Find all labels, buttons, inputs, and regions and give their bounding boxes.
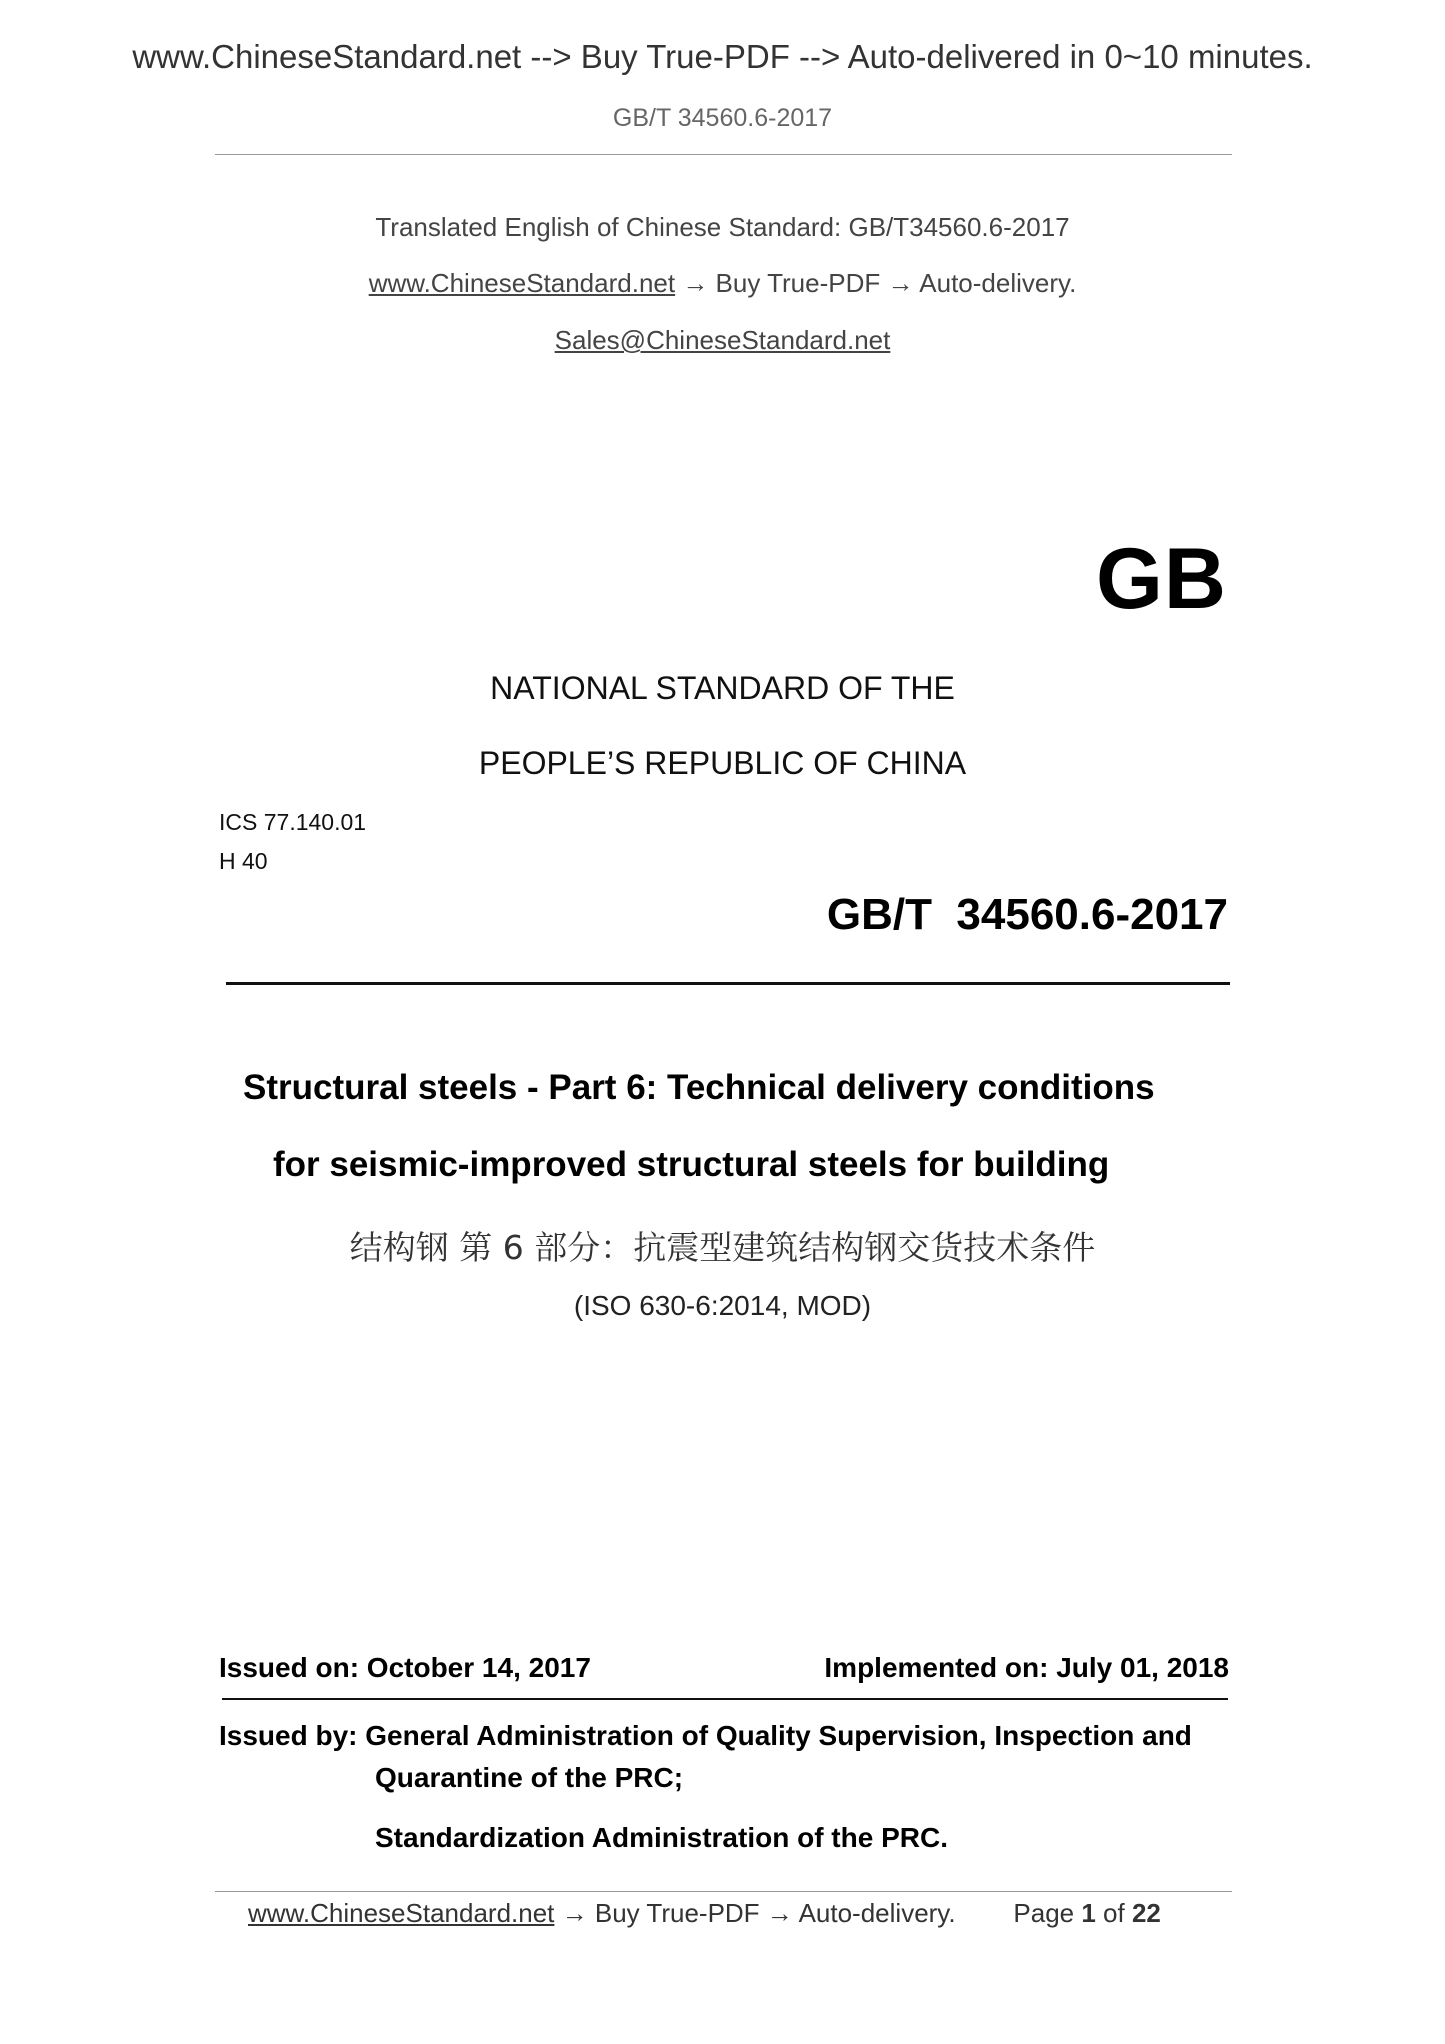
site-link[interactable]: www.ChineseStandard.net — [368, 268, 676, 298]
iso-reference: (ISO 630-6:2014, MOD) — [573, 1290, 872, 1321]
footer-site-text: → Buy True-PDF → Auto-delivery. — [554, 1898, 956, 1928]
national-standard-heading-line2: PEOPLE’S REPUBLIC OF CHINA — [478, 745, 967, 781]
issued-by-line1: Issued by: General Administration of Quality Supervision, Inspection and — [219, 1720, 1192, 1751]
page-current: 1 — [1081, 1898, 1096, 1928]
sales-notice — [0, 325, 1445, 356]
page-of: of — [1095, 1898, 1132, 1928]
running-header: GB/T 34560.6-2017 — [612, 104, 833, 132]
standard-number-divider — [226, 982, 1230, 985]
issued-on-date: Issued on: October 14, 2017 — [219, 1652, 591, 1683]
dates-divider — [222, 1698, 1228, 1700]
site-notice — [0, 268, 1445, 299]
title-english-line2: for seismic-improved structural steels for building — [273, 1145, 1110, 1184]
standard-number: GB/T 34560.6-2017 — [826, 890, 1228, 939]
page-label: Page — [1013, 1898, 1082, 1928]
implemented-on-date: Implemented on: July 01, 2018 — [824, 1652, 1229, 1683]
page-footer — [248, 1898, 1161, 1929]
gb-logo: GB — [1096, 531, 1227, 627]
translation-notice: Translated English of Chinese Standard: GB/T34560.6-2017 — [375, 212, 1070, 242]
page-total: 22 — [1131, 1898, 1161, 1928]
issued-by-line3: Standardization Administration of the PRC. — [375, 1822, 948, 1853]
sales-email-link[interactable]: Sales@ChineseStandard.net — [554, 325, 891, 355]
site-notice-text: → Buy True-PDF → Auto-delivery. — [675, 268, 1077, 298]
ics-code: ICS 77.140.01 — [219, 809, 367, 835]
ccs-code: H 40 — [219, 848, 268, 874]
national-standard-heading-line1: NATIONAL STANDARD OF THE — [490, 670, 955, 706]
top-banner: www.ChineseStandard.net --> Buy True-PDF --> Auto-delivered in 0~10 minutes. — [132, 38, 1313, 75]
header-divider — [215, 154, 1232, 155]
footer-site-link[interactable]: www.ChineseStandard.net — [248, 1898, 555, 1928]
issued-by-line2: Quarantine of the PRC; — [375, 1762, 684, 1793]
footer-divider — [215, 1891, 1232, 1892]
title-chinese: 结构钢 第 6 部分：抗震型建筑结构钢交货技术条件 — [349, 1228, 1096, 1267]
title-english-line1: Structural steels - Part 6: Technical delivery conditions — [243, 1068, 1155, 1107]
